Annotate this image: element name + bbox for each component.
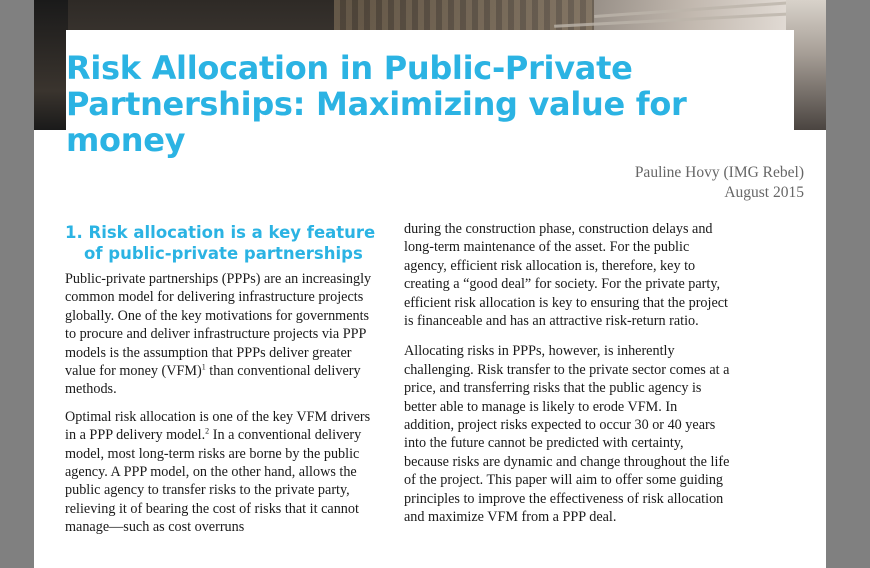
document-title: Risk Allocation in Public-Private Partnerships: Maximizing value for money xyxy=(66,49,687,159)
footnote-marker[interactable]: 1 xyxy=(201,362,206,372)
paragraph-text: Public-private partnerships (PPPs) are an increasingly common model for delivering infrastructure projects globally. One of the key motivations for governments to procure and deliver infrastructure projects via PPP models is the assumption that PPPs deliver greater value for money (VFM) xyxy=(65,271,372,380)
paragraph-continued: during the construction phase, construction delays and long-term maintenance of the asset. For the public agency, efficient risk allocation is, therefore, key to creating a “good deal” for society. For the private party, efficient risk allocation is key to ensuring that the project is financeable and has an attractive risk-return ratio. xyxy=(404,221,728,330)
byline xyxy=(635,163,804,203)
date: August 2015 xyxy=(724,184,804,201)
paragraph-text: Optimal risk allocation is one of the key VFM drivers in a PPP delivery model. xyxy=(65,408,371,444)
column-right xyxy=(404,220,730,539)
footnote-marker[interactable]: 2 xyxy=(205,426,210,436)
author: Pauline Hovy (IMG Rebel) xyxy=(634,164,804,181)
paragraph xyxy=(65,270,383,399)
paragraph-text: than conventional delivery methods. xyxy=(65,363,361,398)
paragraph xyxy=(65,408,383,537)
section-heading: 1. Risk allocation is a key feature of public-private partnerships xyxy=(65,223,376,263)
column-left xyxy=(65,220,383,546)
paragraph: Allocating risks in PPPs, however, is inherently challenging. Risk transfer to the private sector comes at a price, and transferring risks that the public agency is better able to manage is likely to erode VFM. In addition, project risks expected to occur 30 or 40 years into the future cannot be predicted with certainty, because risks are dynamic and change throughout the life of the project. This paper will aim to offer some guiding principles to improve the effectiveness of risk allocation and maximize VFM from a PPP deal. xyxy=(404,343,730,526)
paragraph-text: In a conventional delivery model, most long-term risks are borne by the public agency. A PPP model, on the other hand, allows the public agency to transfer risks to the private party, relieving it of bearing the cost of risks that it cannot manage—such as cost overruns xyxy=(65,427,362,536)
photo-shadow-left xyxy=(34,0,68,130)
